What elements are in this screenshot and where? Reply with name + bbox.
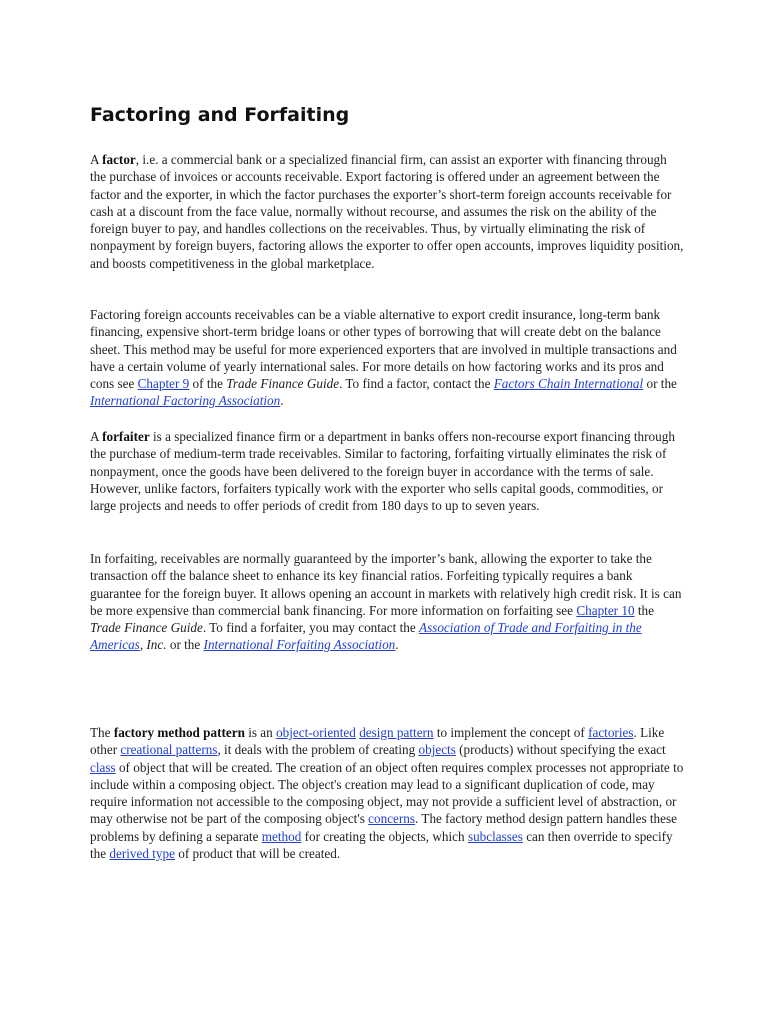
paragraph-factoring-receivables xyxy=(90,306,685,410)
link-international-forfaiting-association[interactable]: International Forfaiting Association xyxy=(203,637,396,653)
text: . To find a factor, contact the xyxy=(339,376,494,392)
paragraph-factory-method xyxy=(90,724,685,862)
paragraph-forfaiter xyxy=(90,428,685,514)
link-concerns[interactable]: concerns xyxy=(368,811,416,827)
link-factors-chain-international[interactable]: Factors Chain International xyxy=(493,376,644,392)
text-inc: Inc. xyxy=(146,637,167,653)
link-chapter-9[interactable]: Chapter 9 xyxy=(137,376,190,392)
guide-title: Trade Finance Guide xyxy=(90,620,203,636)
paragraph-forfaiting xyxy=(90,550,685,654)
link-class[interactable]: class xyxy=(90,759,116,775)
text: , i.e. a commercial bank or a specialized financial firm, can assist an exporter with financing through the purchase of invoices or accounts receivable. Export factoring is offered under an agreement between the factor and the exporter, in which the factor purchases the exporter’s short-term foreign accounts receivable for cash at a discount from the face value, normally without recourse, and assumes the risk on the ability of the foreign buyer to pay, and handles collections on the receivables. Thus, by virtually eliminating the risk of nonpayment by foreign buyers, factoring allows the exporter to offer open accounts, improves liquidity position, and boosts competitiveness in the global marketplace. xyxy=(90,152,684,271)
link-international-factoring-association[interactable]: International Factoring Association xyxy=(90,393,281,409)
text: A xyxy=(90,152,103,167)
text: The xyxy=(90,725,114,740)
text: or the xyxy=(166,637,204,653)
term-factory-method-pattern: factory method pattern xyxy=(113,725,245,740)
text: , xyxy=(139,637,147,653)
link-factories[interactable]: factories xyxy=(588,725,634,740)
term-factor: factor xyxy=(102,152,136,167)
link-objects[interactable]: objects xyxy=(418,742,456,758)
page-title: Factoring and Forfaiting xyxy=(90,104,350,126)
text: to implement the concept of xyxy=(433,725,589,740)
term-forfaiter: forfaiter xyxy=(102,429,150,444)
text: In forfaiting, receivables are normally guaranteed by the importer’s bank, allowing the exporter to take the transaction off the balance sheet to enhance its key financial ratios. Forfeiting typically requires a bank guarantee for the foreign buyer. It allows opening an account in markets with relatively high credit risk. It is can be more expensive than commercial bank financing. For more information on forfaiting see xyxy=(90,551,682,618)
text: or the xyxy=(643,376,677,392)
text: . xyxy=(395,637,399,653)
text: . The factory method design pattern handles these problems by defining a separate xyxy=(90,811,677,844)
link-object-oriented[interactable]: object-oriented xyxy=(276,725,356,740)
text: . Like other xyxy=(90,725,665,758)
text: A xyxy=(90,429,103,444)
text: the xyxy=(634,602,654,618)
text: , it deals with the problem of creating xyxy=(217,742,419,758)
text: is an xyxy=(244,725,277,740)
text: is a specialized finance firm or a department in banks offers non-recourse export financing through the purchase of medium-term trade receivables. Similar to factoring, forfaiting virtually eliminates the risk of nonpayment, once the goods have been delivered to the foreign buyer in accordance with the terms of sale. However, unlike factors, forfaiters typically work with the exporter who sells capital goods, commodities, or large projects and needs to offer periods of credit from 180 days to up to seven years. xyxy=(90,429,675,514)
text: of object that will be created. The creation of an object often requires complex processes not appropriate to include within a composing object. The object's creation may lead to a significant duplication of code, may require information not accessible to the composing object, may not provide a sufficient level of abstraction, or may otherwise not be part of the composing object's xyxy=(90,759,684,827)
text: (products) without specifying the exact xyxy=(455,742,666,758)
link-creational-patterns[interactable]: creational patterns xyxy=(120,742,218,758)
text: . To find a forfaiter, you may contact the xyxy=(202,620,420,636)
link-subclasses[interactable]: subclasses xyxy=(467,828,523,844)
link-derived-type[interactable]: derived type xyxy=(109,846,175,862)
text: for creating the objects, which xyxy=(301,828,468,844)
text: can then override to specify the xyxy=(90,828,673,862)
text: of the xyxy=(189,376,227,392)
guide-title: Trade Finance Guide xyxy=(226,376,340,392)
link-chapter-10[interactable]: Chapter 10 xyxy=(576,602,635,618)
text: of product that will be created. xyxy=(174,846,341,862)
link-association-of-trade-and-forfaiting[interactable]: Association of Trade and Forfaiting in the Americas xyxy=(90,620,642,653)
link-method[interactable]: method xyxy=(261,828,302,844)
link-design-pattern[interactable]: design pattern xyxy=(359,725,434,740)
text: Factoring foreign accounts receivables can be a viable alternative to export credit insurance, long-term bank financing, expensive short-term bridge loans or other types of borrowing that will create debt on the balance sheet. This method may be useful for more experienced exporters that are involved in multiple transactions and have a certain volume of yearly international sales. For more details on how factoring works and its pros and cons see xyxy=(90,307,677,392)
text: . xyxy=(280,393,284,409)
paragraph-factor xyxy=(90,151,685,272)
